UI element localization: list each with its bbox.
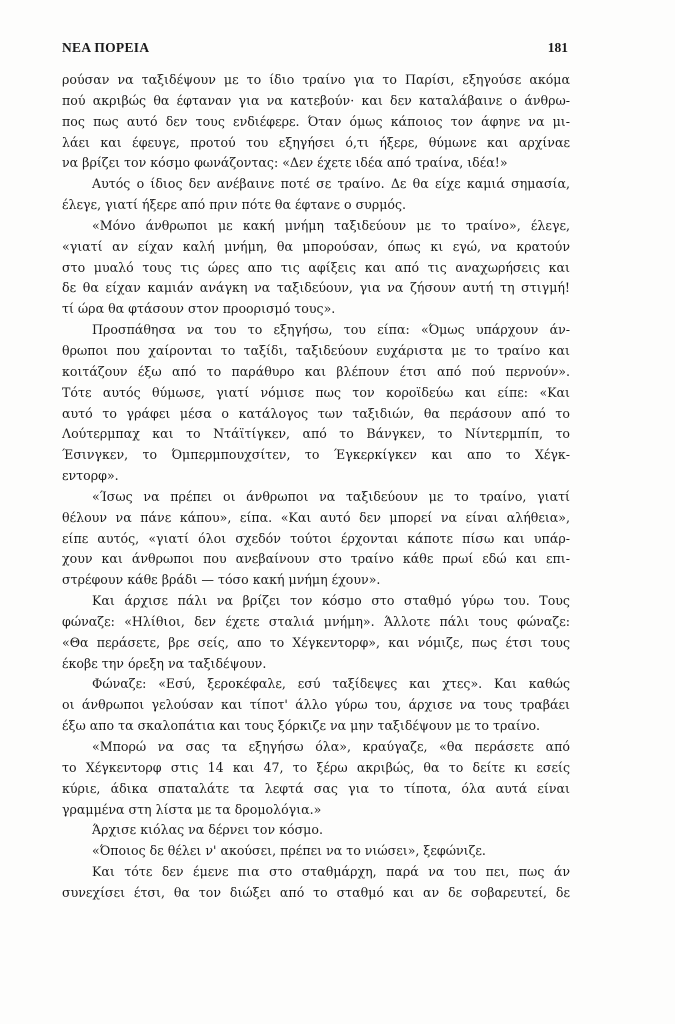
text-line: Αυτός ο ίδιος δεν ανέβαινε ποτέ σε τραίνο. Δε θα είχε καμιά σημασία, [92, 176, 570, 192]
text-line: «Όποιος δε θέλει ν' ακούσει, πρέπει να το νιώσει», ξεφώνιζε. [92, 843, 486, 859]
text-line: θέλουν να πάνε κάπου», είπα. «Και αυτό δεν μπορεί να είναι αλήθεια», [62, 509, 570, 525]
text-line: ρούσαν να ταξιδέψουν με το ίδιο τραίνο για το Παρίσι, εξηγούσε ακόμα [62, 72, 570, 87]
text-line: θρωποι που χαίρονται το ταξίδι, ταξιδεύουν ευχάριστα με το τραίνο και [62, 342, 570, 358]
text-line: «Θα περάσετε, βρε σείς, απο το Χέγκεντορφ», και νόμιζε, πως έτσι τους [62, 634, 570, 650]
text-line: Φώναζε: «Εσύ, ξεροκέφαλε, εσύ ταξίδεψες και χτες». Και καθώς [92, 676, 570, 692]
text-line: χουν και άνθρωποι που ανεβαίνουν στο τραίνο κάθε πρωί εδώ και επι- [62, 551, 570, 567]
text-line: «Μόνο άνθρωποι με κακή μνήμη ταξιδεύουν με το τραίνο», έλεγε, [92, 217, 570, 233]
text-line: έξω απο τα σκαλοπάτια και τους ξόρκιζε να μην ταξιδέψουν με το τραίνο. [62, 718, 541, 734]
text-line: γραμμένα στη λίστα με τα δρομολόγια.» [62, 801, 322, 817]
text-line: να βρίζει τον κόσμο φωνάζοντας: «Δεν έχετε ιδέα από τραίνα, ιδέα!» [62, 155, 508, 171]
text-line: έκοβε την όρεξη να ταξιδέψουν. [62, 655, 267, 671]
text-line: Έσινγκεν, το Όμπερμπουχσίτεν, το Έγκερκίγκεν και απο το Χέγκ- [62, 447, 570, 463]
page-number: 181 [547, 40, 568, 55]
text-line: «Μπορώ να σας τα εξηγήσω όλα», κραύγαζε, «θα περάσετε από [92, 739, 570, 754]
text-line: αυτό το γράφει μέσα ο κατάλογος των ταξιδιών, θα περάσουν από το [62, 405, 570, 421]
text-line: λάει και έφευγε, προτού του εξηγήσει ό,τι ήξερε, θύμωνε και αρχίναε [62, 134, 570, 150]
running-header [62, 40, 568, 60]
text-line: «γιατί αν είχαν καλή μνήμη, θα μπορούσαν, όπως κι εγώ, να κρατούν [62, 238, 570, 254]
text-line: Και άρχισε πάλι να βρίζει τον κόσμο στο σταθμό γύρω του. Τους [92, 593, 570, 609]
text-line: κύριε, άδικα σπαταλάτε τα λεφτά σας για το τίποτα, όλα αυτά είναι [62, 780, 570, 796]
text-line: Άρχισε κιόλας να δέρνει τον κόσμο. [92, 822, 323, 838]
text-line: στο μυαλό τους τις ώρες απο τις αφίξεις και από τις αναχωρήσεις και [62, 259, 570, 275]
text-line: το Χέγκεντορφ στις 14 και 47, το ξέρω ακριβώς, θα το δείτε κι εσείς [62, 759, 570, 775]
text-line: κοιτάζουν έξω από το παράθυρο και βλέπουν έτσι από πού περνούν». [62, 363, 570, 379]
text-line: οι άνθρωποι γελούσαν και τίποτ' άλλο γύρω του, άρχισε να τους τραβάει [62, 697, 570, 713]
text-line: πος πως αυτό δεν τους ενδιέφερε. Όταν όμως κάποιος τον άφηνε να μι- [62, 113, 570, 129]
text-line: έλεγε, γιατί ήξερε από πριν πότε θα έφτανε ο συρμός. [62, 197, 407, 213]
body-text [62, 70, 570, 904]
text-line: συνεχίσει έτσι, θα τον διώξει από το σταθμό και αν δε σοβαρευτεί, δε [62, 884, 570, 900]
journal-title: ΝΕΑ ΠΟΡΕΙΑ [62, 40, 150, 55]
text-line: «Ίσως να πρέπει οι άνθρωποι να ταξιδεύουν με το τραίνο, γιατί [92, 488, 570, 504]
text-line: Και τότε δεν έμενε πια στο σταθμάρχη, παρά να του πει, πως άν [92, 864, 570, 880]
text-line: στρέφουν κάθε βράδι — τόσο κακή μνήμη έχουν». [62, 572, 381, 588]
text-line: πού ακριβώς θα έφταναν για να κατεβούν· και δεν καταλάβαινε ο άνθρω- [62, 92, 570, 108]
text-line: τί ώρα θα φτάσουν στον προορισμό τους». [62, 301, 336, 317]
text-line: δε θα είχαν καμιάν ανάγκη να ταξιδεύουν, για να ζήσουν αυτή τη στιγμή! [62, 280, 570, 296]
text-line: Τότε αυτός θύμωσε, γιατί νόμισε πως τον κοροϊδεύω και είπε: «Και [62, 384, 570, 400]
text-line: φώναζε: «Ηλίθιοι, δεν έχετε σταλιά μνήμη». Άλλοτε πάλι τους φώναζε: [62, 613, 570, 629]
text-line: Προσπάθησα να του το εξηγήσω, του είπα: «Όμως υπάρχουν άν- [92, 322, 570, 338]
text-line: είπε αυτός, «γιατί όλοι σχεδόν τούτοι έρχονται κάποτε πίσω και υπάρ- [62, 530, 570, 546]
text-line: Λούτερμπαχ και το Ντάϊτίγκεν, από το Βάνγκεν, το Νίντερμπίπ, το [62, 426, 570, 442]
text-line: εντορφ». [62, 468, 119, 484]
